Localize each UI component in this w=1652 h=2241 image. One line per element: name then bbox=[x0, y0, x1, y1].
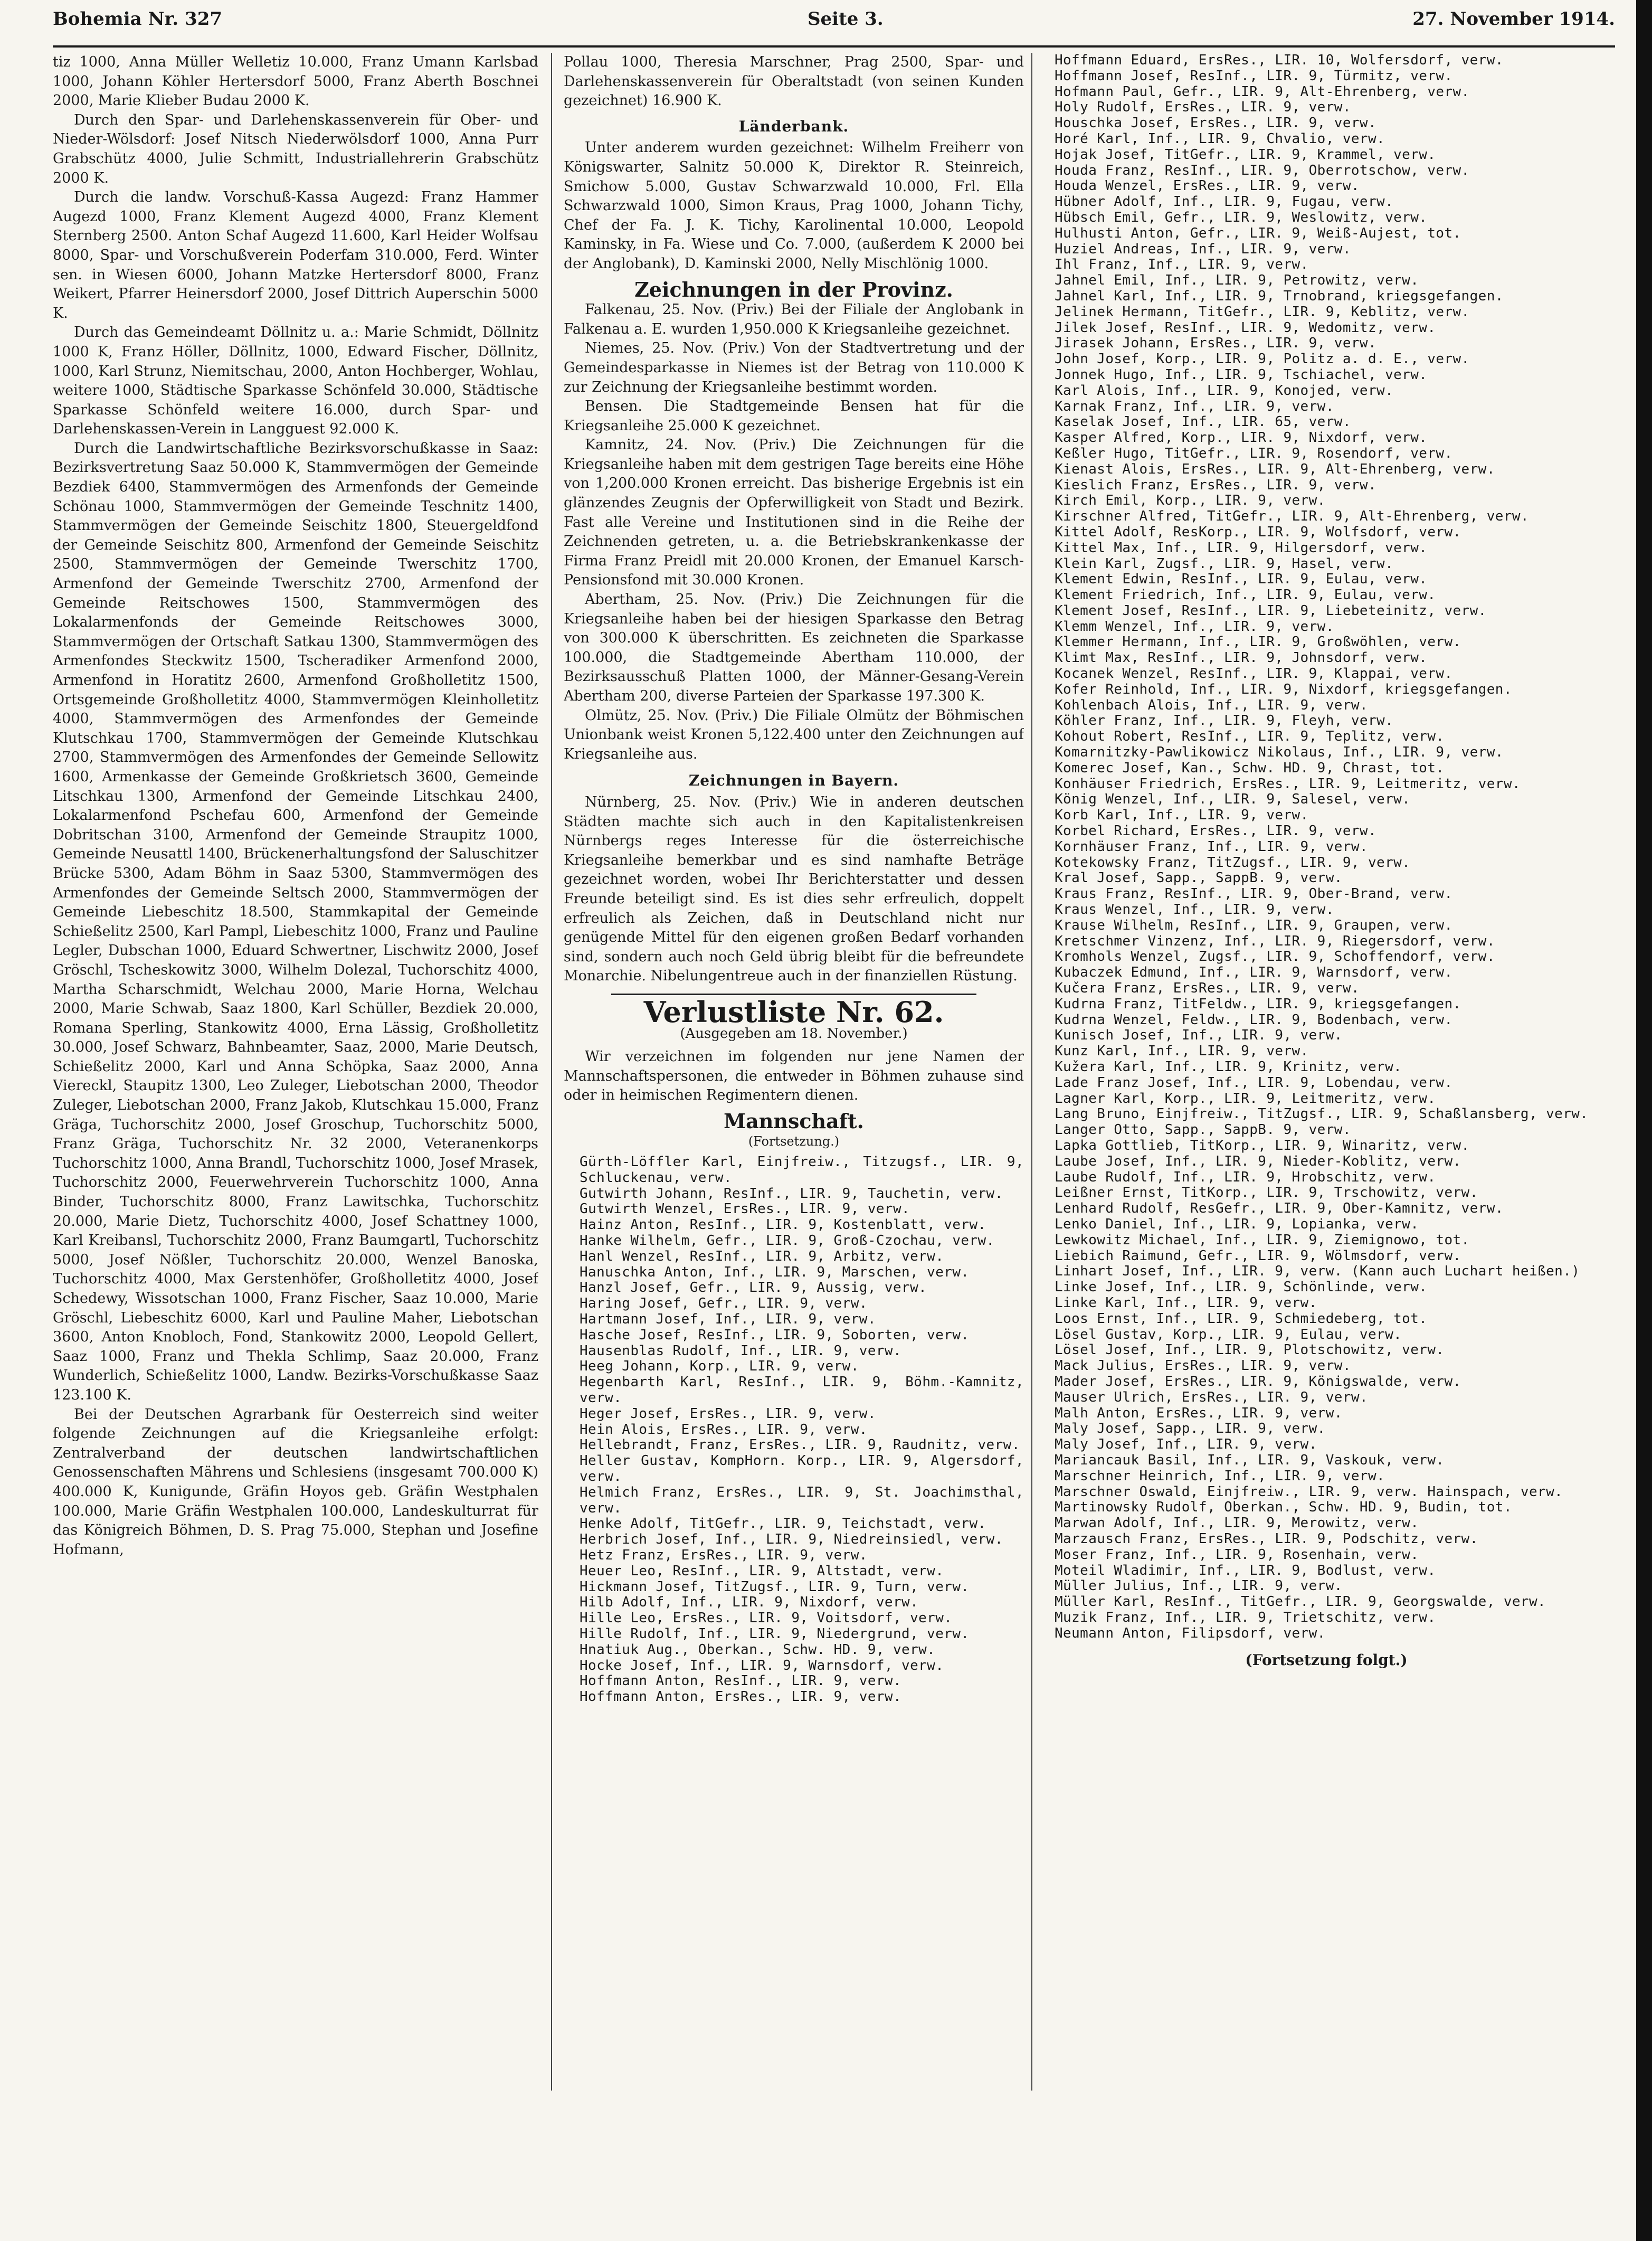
paragraph: Abertham, 25. Nov. (Priv.) Die Zeichnungen für die Kriegsanleihe haben bei der hiesigen Sparkasse den Betrag von 300.000 K überschritten. Es zeichneten die Sparkasse 100.000, die Stadtgemeinde Abertham 110.000, der Bezirksausschuß Platten 1000, der Männer-Gesang-Verein Abertham 200, diverse Parteien der Sparkasse 197.300 K. bbox=[564, 591, 1024, 704]
paragraph: Durch die Landwirtschaftliche Bezirksvorschußkasse in Saaz: Bezirksvertretung Saaz 50.000 K, Stammvermögen der Gemeinde Bezdiek 6400, Stammvermögen des Armenfonds der Gemeinde Schönau 1000, Stammvermögen der Gemeinde Teschnitz 1400, Stammvermögen der Gemeinde Seischitz 1800, Steuergeldfond der Gemeinde Seischitz 800, Armenfond der Gemeinde Seischitz 2500, Stammvermögen der Gemeinde Twerschitz 1700, Armenfond der Gemeinde Twerschitz 2700, Armenfond der Gemeinde Reitschowes 1500, Stammvermögen des Lokalarmenfonds der Gemeinde Reitschowes 3000, Stammvermögen der Ortschaft Satkau 1300, Stammvermögen des Armenfondes Steckwitz 1500, Tscheradiker Armenfond 2000, Armenfond in Horatitz 2600, Armenfond Großholletitz 1500, Ortsgemeinde Großholletitz 4000, Stammvermögen Kleinholletitz 4000, Stammvermögen des Armenfondes der Gemeinde Klutschkau 1700, Stammvermögen der Gemeinde Klutschkau 2700, Stammvermögen des Armenfondes der Gemeinde Sellowitz 1600, Armenkasse der Gemeinde Großkrietsch 3600, Gemeinde Litschkau 1300, Armenfond der Gemeinde Litschkau 2400, Lokalarmenfond Pschefau 600, Armenfond der Gemeinde Dobritschan 3100, Armenfond der Gemeinde Straupitz 1000, Gemeinde Neusattl 1400, Brückenerhaltungsfond der Saluschitzer Brücke 5300, Adam Böhm in Saaz 5300, Stammvermögen des Armenfondes der Gemeinde Seltsch 2000, Stammvermögen der Gemeinde Liebeschitz 18.500, Stammkapital der Gemeinde Schießelitz 2500, Karl Pampl, Liebeschitz 1000, Franz und Pauline Legler, Dubschan 1000, Eduard Schwertner, Lischwitz 2000, Josef Gröschl, Tscheskowitz 3000, Wilhelm Dolezal, Tuchorschitz 4000, Martha Scharschmidt, Welchau 2000, Marie Horna, Welchau 2000, Marie Schwab, Saaz 1800, Karl Schüller, Bezdiek 20.000, Romana Sperling, Stankowitz 4000, Erna Lässig, Großholletitz 30.000, Josef Schwarz, Bahnbeamter, Saaz, 2000, Marie Deutsch, Schießelitz 2000, Karl und Anna Schöpka, Saaz 2000, Anna Viereckl, Staupitz 1300, Leo Zuleger, Liebotschan 2000, Theodor Zuleger, Liebotschan 2000, Franz Jakob, Klutschkau 15.000, Franz Gräga, Tuchorschitz 2000, Josef Groschup, Tuchorschitz 5000, Franz Gräga, Tuchorschitz Nr. 32 2000, Veteranenkorps Tuchorschitz 1000, Anna Brandl, Tuchorschitz 1000, Josef Mrasek, Tuchorschitz 2000, Feuerwehrverein Tuchorschitz 1000, Anna Binder, Tuchorschitz 8000, Franz Lawitschka, Tuchorschitz 20.000, Marie Dietz, Tuchorschitz 4000, Josef Schattney 1000, Karl Kreibansl, Tuchorschitz 2000, Franz Baumgartl, Tuchorschitz 5000, Josef Nößler, Tuchorschitz 20.000, Wenzel Banoska, Tuchorschitz 4000, Max Gerstenhöfer, Großholletitz 4000, Josef Schedewy, Wissotschan 1000, Franz Fischer, Saaz 10.000, Marie Gröschl, Liebeschitz 6000, Karl und Pauline Maher, Liebotschan 3600, Anton Knobloch, Fond, Stankowitz 2000, Leopold Gellert, Saaz 1000, Franz und Thekla Schlimp, Saaz 20.000, Franz Wunderlich, Schießelitz 1000, Landw. Bezirks-Vorschußkasse Saaz 123.100 K. bbox=[53, 440, 538, 1403]
list-item: Klein Karl, Zugsf., LIR. 9, Hasel, verw. bbox=[1055, 555, 1394, 572]
list-item: Loos Ernst, Inf., LIR. 9, Schmiedeberg, tot. bbox=[1055, 1310, 1428, 1327]
list-item: Linke Karl, Inf., LIR. 9, verw. bbox=[1055, 1294, 1317, 1311]
list-item: Hanzl Josef, Gefr., LIR. 9, Aussig, verw. bbox=[580, 1280, 927, 1296]
list-item: Hille Leo, ErsRes., LIR. 9, Voitsdorf, verw. bbox=[580, 1610, 953, 1627]
list-item: Konhäuser Friedrich, ErsRes., LIR. 9, Leitmeritz, verw. bbox=[1055, 776, 1521, 792]
list-item: Langer Otto, Sapp., SappB. 9, verw. bbox=[1055, 1122, 1351, 1138]
list-item: Gutwirth Wenzel, ErsRes., LIR. 9, verw. bbox=[580, 1201, 910, 1217]
page-number: Seite 3. bbox=[808, 8, 884, 30]
list-item: Komerec Josef, Kan., Schw. HD. 9, Chrast, tot. bbox=[1055, 760, 1445, 776]
list-item: Heeg Johann, Korp., LIR. 9, verw. bbox=[580, 1358, 859, 1375]
list-item: Kofer Reinhold, Inf., LIR. 9, Nixdorf, kriegsgefangen. bbox=[1055, 681, 1512, 697]
list-item: Horé Karl, Inf., LIR. 9, Chvalio, verw. bbox=[1055, 130, 1385, 147]
list-item: Kretschmer Vinzenz, Inf., LIR. 9, Riegersdorf, verw. bbox=[1055, 933, 1495, 949]
list-item: Kittel Adolf, ResKorp., LIR. 9, Wolfsdorf, verw. bbox=[1055, 524, 1461, 540]
section-subtitle: (Ausgegeben am 18. November.) bbox=[680, 1025, 908, 1042]
list-item: Marschner Oswald, Einjfreiw., LIR. 9, verw. Hainspach, verw. bbox=[1055, 1483, 1563, 1500]
list-item: Mariancauk Basil, Inf., LIR. 9, Vaskouk, verw. bbox=[1055, 1452, 1445, 1468]
paragraph: Olmütz, 25. Nov. (Priv.) Die Filiale Olmütz der Böhmischen Unionbank weist Kronen 5,122.400 unter den Zeichnungen auf Kriegsanleihe aus. bbox=[564, 707, 1024, 762]
list-item: Hnatiuk Aug., Oberkan., Schw. HD. 9, verw. bbox=[580, 1641, 936, 1658]
list-item: Linhart Josef, Inf., LIR. 9, verw. (Kann auch Luchart heißen.) bbox=[1055, 1263, 1580, 1280]
list-item: Hein Alois, ErsRes., LIR. 9, verw. bbox=[580, 1421, 868, 1438]
list-item: Maly Josef, Sapp., LIR. 9, verw. bbox=[1055, 1421, 1326, 1437]
list-item: Kudrna Wenzel, Feldw., LIR. 9, Bodenbach, verw. bbox=[1055, 1011, 1453, 1028]
list-item: Ihl Franz, Inf., LIR. 9, verw. bbox=[1055, 257, 1309, 273]
list-item: Hanuschka Anton, Inf., LIR. 9, Marschen, verw. bbox=[580, 1264, 970, 1280]
list-item: Lösel Gustav, Korp., LIR. 9, Eulau, verw. bbox=[1055, 1326, 1402, 1342]
list-item: Keßler Hugo, TitGefr., LIR. 9, Rosendorf, verw. bbox=[1055, 445, 1453, 461]
list-item: Hellebrandt, Franz, ErsRes., LIR. 9, Raudnitz, verw. bbox=[580, 1437, 1020, 1453]
column-divider bbox=[1031, 53, 1032, 2091]
paragraph: Durch das Gemeindeamt Döllnitz u. a.: Marie Schmidt, Döllnitz 1000 K, Franz Höller, Döllnitz, 1000, Edward Fischer, Döllnitz, 1000, Karl Strunz, Niemitschau, 2000, Anton Hochberger, Wohlau, weitere 1000, Städtische Sparkasse Schönfeld 30.000, Städtische Sparkasse Schönfeld weitere 16.000, durch Spar- und Darlehenskassen-Verein in Langguest 92.000 K. bbox=[53, 324, 538, 438]
continuation-note: (Fortsetzung folgt.) bbox=[1245, 1651, 1408, 1669]
list-item: Huziel Andreas, Inf., LIR. 9, verw. bbox=[1055, 241, 1351, 257]
list-item: Kraus Franz, ResInf., LIR. 9, Ober-Brand, verw. bbox=[1055, 886, 1453, 902]
list-item: Hojak Josef, TitGefr., LIR. 9, Krammel, verw. bbox=[1055, 146, 1436, 163]
list-item: Korb Karl, Inf., LIR. 9, verw. bbox=[1055, 807, 1309, 824]
list-item: Henke Adolf, TitGefr., LIR. 9, Teichstadt, verw. bbox=[580, 1516, 986, 1532]
list-item: Kieslich Franz, ErsRes., LIR. 9, verw. bbox=[1055, 477, 1377, 493]
list-item: Lagner Karl, Korp., LIR. 9, Leitmeritz, verw. bbox=[1055, 1090, 1436, 1107]
list-item: Jilek Josef, ResInf., LIR. 9, Wedomitz, verw. bbox=[1055, 319, 1436, 336]
paragraph: Kamnitz, 24. Nov. (Priv.) Die Zeichnungen für die Kriegsanleihe haben mit dem gestrigen Tage bereits eine Höhe von 1,200.000 Kronen erreicht. Das bisherige Ergebnis ist ein glänzendes Zeugnis der Opferwilligkeit von Stadt und Bezirk. Fast alle Vereine und Institutionen sind in die Reihe der Zeichnenden getreten, u. a. die Betriebskrankenkasse der Firma Franz Preidl mit 20.000 Kronen, der Emanuel Karsch-Pensionsfond mit 30.000 Kronen. bbox=[564, 437, 1024, 589]
column-2 bbox=[564, 53, 1024, 2207]
list-item: Herbrich Josef, Inf., LIR. 9, Niedreinsiedl, verw. bbox=[580, 1531, 1003, 1548]
list-item: Hainz Anton, ResInf., LIR. 9, Kostenblatt, verw. bbox=[580, 1217, 986, 1233]
list-item: Hille Rudolf, Inf., LIR. 9, Niedergrund, verw. bbox=[580, 1625, 970, 1642]
paragraph: Niemes, 25. Nov. (Priv.) Von der Stadtvertretung und der Gemeindesparkasse in Niemes ist der Betrag von 110.000 K zur Zeichnung der Kriegsanleihe bestimmt worden. bbox=[564, 340, 1024, 395]
subsection-title: Mannschaft. bbox=[724, 1109, 864, 1133]
list-item: Marzausch Franz, ErsRes., LIR. 9, Podschitz, verw. bbox=[1055, 1530, 1478, 1547]
section-title: Verlustliste Nr. 62. bbox=[643, 995, 944, 1029]
list-item: Lang Bruno, Einjfreiw., TitZugsf., LIR. 9, Schaßlansberg, verw. bbox=[1055, 1106, 1589, 1122]
list-item: Klemm Wenzel, Inf., LIR. 9, verw. bbox=[1055, 618, 1334, 635]
header-rule bbox=[53, 45, 1615, 48]
list-item: Klemmer Hermann, Inf., LIR. 9, Großwöhlen, verw. bbox=[1055, 634, 1461, 650]
list-item: Kienast Alois, ErsRes., LIR. 9, Alt-Ehrenberg, verw. bbox=[1055, 461, 1495, 477]
list-item: Kužera Karl, Inf., LIR. 9, Krinitz, verw. bbox=[1055, 1059, 1402, 1075]
list-item: Jahnel Karl, Inf., LIR. 9, Trnobrand, kriegsgefangen. bbox=[1055, 288, 1504, 304]
list-item: Hanke Wilhelm, Gefr., LIR. 9, Groß-Czochau, verw. bbox=[580, 1233, 995, 1249]
list-item: Hegenbarth Karl, ResInf., LIR. 9, Böhm.-Kamnitz, verw. bbox=[580, 1374, 1024, 1406]
list-item: König Wenzel, Inf., LIR. 9, Salesel, verw. bbox=[1055, 791, 1411, 808]
column-divider bbox=[551, 53, 552, 2091]
list-item: Houda Wenzel, ErsRes., LIR. 9, verw. bbox=[1055, 178, 1360, 194]
scan-edge bbox=[1636, 0, 1652, 2241]
list-item: Martinowsky Rudolf, Oberkan., Schw. HD. 9, Budin, tot. bbox=[1055, 1499, 1512, 1516]
list-item: Krause Wilhelm, ResInf., LIR. 9, Graupen, verw. bbox=[1055, 917, 1453, 933]
list-item: Hoffmann Josef, ResInf., LIR. 9, Türmitz, verw. bbox=[1055, 68, 1453, 84]
list-item: Jirasek Johann, ErsRes., LIR. 9, verw. bbox=[1055, 335, 1377, 352]
section-heading: Zeichnungen in Bayern. bbox=[688, 772, 899, 790]
page-header bbox=[53, 8, 1615, 40]
casualty-list bbox=[564, 1155, 1024, 1705]
list-item: Heller Gustav, KompHorn. Korp., LIR. 9, Algersdorf, verw. bbox=[580, 1453, 1024, 1484]
list-item: Heger Josef, ErsRes., LIR. 9, verw. bbox=[580, 1405, 876, 1422]
paragraph: Pollau 1000, Theresia Marschner, Prag 2500, Spar- und Darlehenskassenverein für Oberaltstadt (von seinen Kunden gezeichnet) 16.900 K. bbox=[564, 54, 1024, 109]
list-item: Köhler Franz, Inf., LIR. 9, Fleyh, verw. bbox=[1055, 713, 1394, 729]
paragraph: Nürnberg, 25. Nov. (Priv.) Wie in anderen deutschen Städten machte sich auch in den Kapitalistenkreisen Nürnbergs reges Interesse für die österreichische Kriegsanleihe bemerkbar und es sind namhafte Beträge gezeichnet worden, wobei Ihr Berichterstatter und dessen Freunde beteiligt sind. Es ist dies sehr erfreulich, doppelt erfreulich als Zeichen, daß in Deutschland nicht nur genügende Mittel für den eigenen großen Bedarf vorhanden sind, sondern auch noch Geld übrig bleibt für die befreundete Monarchie. Nibelungentreue auch in der finanziellen Rüstung. bbox=[564, 793, 1024, 985]
list-item: Kohout Robert, ResInf., LIR. 9, Teplitz, verw. bbox=[1055, 729, 1445, 745]
section-heading: Länderbank. bbox=[738, 117, 849, 135]
list-item: Marschner Heinrich, Inf., LIR. 9, verw. bbox=[1055, 1468, 1385, 1484]
list-item: Hasche Josef, ResInf., LIR. 9, Soborten, verw. bbox=[580, 1327, 970, 1343]
list-item: Klimt Max, ResInf., LIR. 9, Johnsdorf, verw. bbox=[1055, 650, 1428, 666]
list-item: Kirschner Alfred, TitGefr., LIR. 9, Alt-Ehrenberg, verw. bbox=[1055, 508, 1529, 525]
list-item: Kunisch Josef, Inf., LIR. 9, verw. bbox=[1055, 1027, 1343, 1044]
list-item: Mauser Ulrich, ErsRes., LIR. 9, verw. bbox=[1055, 1389, 1368, 1405]
list-item: Mack Julius, ErsRes., LIR. 9, verw. bbox=[1055, 1358, 1351, 1374]
list-item: Kraus Wenzel, Inf., LIR. 9, verw. bbox=[1055, 902, 1334, 918]
list-item: Hickmann Josef, TitZugsf., LIR. 9, Turn, verw. bbox=[580, 1578, 970, 1595]
issue-date: 27. November 1914. bbox=[1412, 8, 1615, 30]
list-item: Heuer Leo, ResInf., LIR. 9, Altstadt, verw. bbox=[580, 1563, 944, 1579]
list-item: Lapka Gottlieb, TitKorp., LIR. 9, Winaritz, verw. bbox=[1055, 1137, 1470, 1153]
list-item: Moteil Wladimir, Inf., LIR. 9, Bodlust, verw. bbox=[1055, 1562, 1436, 1578]
list-item: Lösel Josef, Inf., LIR. 9, Plotschowitz, verw. bbox=[1055, 1342, 1445, 1358]
list-item: Jonnek Hugo, Inf., LIR. 9, Tschiachel, verw. bbox=[1055, 366, 1428, 383]
paragraph: Durch den Spar- und Darlehenskassenverein für Ober- und Nieder-Wölsdorf: Josef Nitsch Niederwölsdorf 1000, Anna Purr Grabschütz 4000, Julie Schmitt, Industriallehrerin Grabschütz 2000 K. bbox=[53, 111, 538, 186]
list-item: Kudrna Franz, TitFeldw., LIR. 9, kriegsgefangen. bbox=[1055, 996, 1461, 1012]
list-item: Houda Franz, ResInf., LIR. 9, Oberrotschow, verw. bbox=[1055, 162, 1470, 178]
list-item: Malh Anton, ErsRes., LIR. 9, verw. bbox=[1055, 1405, 1343, 1421]
list-item: Hoffmann Anton, ErsRes., LIR. 9, verw. bbox=[580, 1689, 902, 1705]
subsection-subtitle: (Fortsetzung.) bbox=[748, 1134, 840, 1149]
list-item: Klement Edwin, ResInf., LIR. 9, Eulau, verw. bbox=[1055, 571, 1428, 588]
list-item: Hetz Franz, ErsRes., LIR. 9, verw. bbox=[580, 1547, 868, 1563]
list-item: Neumann Anton, Filipsdorf, verw. bbox=[1055, 1625, 1326, 1641]
list-item: Hilb Adolf, Inf., LIR. 9, Nixdorf, verw. bbox=[580, 1594, 919, 1611]
issue-number: Bohemia Nr. 327 bbox=[53, 8, 223, 30]
list-item: Kral Josef, Sapp., SappB. 9, verw. bbox=[1055, 870, 1343, 886]
paragraph: tiz 1000, Anna Müller Welletiz 10.000, Franz Umann Karlsbad 1000, Johann Köhler Hertersdorf 5000, Franz Aberth Boschnei 2000, Marie Klieber Budau 2000 K. bbox=[53, 54, 538, 109]
list-item: Lenhard Rudolf, ResGefr., LIR. 9, Ober-Kamnitz, verw. bbox=[1055, 1200, 1504, 1217]
paragraph: Bei der Deutschen Agrarbank für Oesterreich sind weiter folgende Zeichnungen auf die Kriegsanleihe erfolgt: Zentralverband der deutschen landwirtschaftlichen Genossenschaften Mährens und Schlesiens (insgesamt 700.000 K) 400.000 K, Kunigunde, Gräfin Hoyos geb. Gräfin Westphalen 100.000, Marie Gräfin Westphalen 100.000, Landeskulturrat für das Königreich Böhmen, D. S. Prag 75.000, Stephan und Josefine Hofmann, bbox=[53, 1406, 538, 1558]
list-item: Hübner Adolf, Inf., LIR. 9, Fugau, verw. bbox=[1055, 194, 1394, 210]
paragraph: Wir verzeichnen im folgenden nur jene Namen der Mannschaftspersonen, die entweder in Böhmen zuhause sind oder in heimischen Regimentern dienen. bbox=[564, 1048, 1024, 1104]
list-item: Kirch Emil, Korp., LIR. 9, verw. bbox=[1055, 493, 1326, 509]
paragraph: Bensen. Die Stadtgemeinde Bensen hat für die Kriegsanleihe 25.000 K gezeichnet. bbox=[564, 398, 1024, 434]
list-item: Kotekowsky Franz, TitZugsf., LIR. 9, verw. bbox=[1055, 854, 1411, 871]
list-item: Hocke Josef, Inf., LIR. 9, Warnsdorf, verw. bbox=[580, 1657, 944, 1673]
list-item: Lenko Daniel, Inf., LIR. 9, Lopianka, verw. bbox=[1055, 1216, 1419, 1232]
list-item: Mader Josef, ErsRes., LIR. 9, Königswalde, verw. bbox=[1055, 1373, 1461, 1389]
list-item: Moser Franz, Inf., LIR. 9, Rosenhain, verw. bbox=[1055, 1546, 1419, 1563]
list-item: Leißner Ernst, TitKorp., LIR. 9, Trschowitz, verw. bbox=[1055, 1185, 1478, 1201]
list-item: Marwan Adolf, Inf., LIR. 9, Merowitz, verw. bbox=[1055, 1515, 1419, 1531]
column-1 bbox=[53, 53, 538, 2207]
list-item: Lade Franz Josef, Inf., LIR. 9, Lobendau, verw. bbox=[1055, 1074, 1453, 1091]
paragraph: Durch die landw. Vorschuß-Kassa Augezd: Franz Hammer Augezd 1000, Franz Klement Augezd 4000, Franz Klement Sternberg 2500. Anton Schaf Augezd 11.600, Karl Heider Wolfsau 8000, Spar- und Vorschußverein Poderfam 310.000, Ferd. Winter sen. in Wiesen 6000, Johann Matzke Hertersdorf 8000, Franz Weikert, Pfarrer Heinersdorf 2000, Josef Dittrich Auperschin 5000 K. bbox=[53, 189, 538, 322]
list-item: Kunz Karl, Inf., LIR. 9, verw. bbox=[1055, 1043, 1309, 1060]
casualty-list bbox=[1039, 53, 1614, 1641]
column-3 bbox=[1039, 53, 1614, 2207]
list-item: Laube Josef, Inf., LIR. 9, Nieder-Koblitz, verw. bbox=[1055, 1153, 1461, 1169]
list-item: Karl Alois, Inf., LIR. 9, Konojed, verw. bbox=[1055, 382, 1394, 399]
list-item: Kaselak Josef, Inf., LIR. 65, verw. bbox=[1055, 414, 1351, 430]
list-item: Hoffmann Anton, ResInf., LIR. 9, verw. bbox=[580, 1673, 902, 1689]
list-item: Korbel Richard, ErsRes., LIR. 9, verw. bbox=[1055, 823, 1377, 839]
list-item: Maly Josef, Inf., LIR. 9, verw. bbox=[1055, 1436, 1317, 1453]
list-item: Liebich Raimund, Gefr., LIR. 9, Wölmsdorf, verw. bbox=[1055, 1247, 1461, 1264]
list-item: Klement Josef, ResInf., LIR. 9, Liebeteinitz, verw. bbox=[1055, 602, 1487, 619]
list-item: John Josef, Korp., LIR. 9, Politz a. d. E., verw. bbox=[1055, 351, 1470, 367]
list-item: Komarnitzky-Pawlikowicz Nikolaus, Inf., LIR. 9, verw. bbox=[1055, 744, 1504, 761]
list-item: Hulhusti Anton, Gefr., LIR. 9, Weiß-Aujest, tot. bbox=[1055, 225, 1461, 241]
list-item: Hübsch Emil, Gefr., LIR. 9, Weslowitz, verw. bbox=[1055, 209, 1428, 225]
list-item: Jahnel Emil, Inf., LIR. 9, Petrowitz, verw. bbox=[1055, 272, 1419, 289]
list-item: Holy Rudolf, ErsRes., LIR. 9, verw. bbox=[1055, 99, 1351, 116]
list-item: Kocanek Wenzel, ResInf., LIR. 9, Klappai, verw. bbox=[1055, 666, 1453, 682]
list-item: Gürth-Löffler Karl, Einjfreiw., Titzugsf., LIR. 9, Schluckenau, verw. bbox=[580, 1154, 1024, 1186]
list-item: Hausenblas Rudolf, Inf., LIR. 9, verw. bbox=[580, 1342, 902, 1359]
list-item: Karnak Franz, Inf., LIR. 9, verw. bbox=[1055, 398, 1334, 414]
list-item: Helmich Franz, ErsRes., LIR. 9, St. Joachimsthal, verw. bbox=[580, 1484, 1024, 1516]
list-item: Kittel Max, Inf., LIR. 9, Hilgersdorf, verw. bbox=[1055, 540, 1428, 556]
list-item: Kohlenbach Alois, Inf., LIR. 9, verw. bbox=[1055, 697, 1368, 713]
list-item: Müller Karl, ResInf., TitGefr., LIR. 9, Georgswalde, verw. bbox=[1055, 1594, 1546, 1610]
list-item: Lewkowitz Michael, Inf., LIR. 9, Ziemignowo, tot. bbox=[1055, 1232, 1470, 1248]
paragraph: Unter anderem wurden gezeichnet: Wilhelm Freiherr von Königswarter, Salnitz 50.000 K, Direktor R. Steinreich, Smichow 5.000, Gustav Schwarzwald 10.000, Frl. Ella Schwarzwald 1000, Simon Kraus, Prag 1000, Johann Tichy, Chef der Fa. J. K. Tichy, Karolinental 10.000, Leopold Kaminsky, in Fa. Wiese und Co. 7.000, (außerdem K 2000 bei der Anglobank), D. Kaminski 2000, Nelly Mischlönig 1000. bbox=[564, 139, 1024, 272]
list-item: Muzik Franz, Inf., LIR. 9, Trietschitz, verw. bbox=[1055, 1609, 1436, 1625]
list-item: Müller Julius, Inf., LIR. 9, verw. bbox=[1055, 1578, 1343, 1594]
list-item: Kasper Alfred, Korp., LIR. 9, Nixdorf, verw. bbox=[1055, 430, 1428, 446]
list-item: Hofmann Paul, Gefr., LIR. 9, Alt-Ehrenberg, verw. bbox=[1055, 83, 1470, 100]
list-item: Kučera Franz, ErsRes., LIR. 9, verw. bbox=[1055, 980, 1360, 997]
list-item: Houschka Josef, ErsRes., LIR. 9, verw. bbox=[1055, 115, 1377, 131]
list-item: Klement Friedrich, Inf., LIR. 9, Eulau, verw. bbox=[1055, 587, 1436, 603]
list-item: Hanl Wenzel, ResInf., LIR. 9, Arbitz, verw. bbox=[580, 1248, 944, 1264]
list-item: Kromhols Wenzel, Zugsf., LIR. 9, Schoffendorf, verw. bbox=[1055, 949, 1495, 965]
list-item: Hartmann Josef, Inf., LIR. 9, verw. bbox=[580, 1311, 876, 1328]
list-item: Haring Josef, Gefr., LIR. 9, verw. bbox=[580, 1296, 868, 1312]
list-item: Kubaczek Edmund, Inf., LIR. 9, Warnsdorf, verw. bbox=[1055, 965, 1453, 981]
section-heading: Zeichnungen in der Provinz. bbox=[634, 277, 953, 301]
list-item: Laube Rudolf, Inf., LIR. 9, Hrobschitz, verw. bbox=[1055, 1169, 1436, 1185]
list-item: Gutwirth Johann, ResInf., LIR. 9, Tauchetin, verw. bbox=[580, 1185, 1003, 1202]
list-item: Hoffmann Eduard, ErsRes., LIR. 10, Wolfersdorf, verw. bbox=[1055, 53, 1504, 68]
list-item: Linke Josef, Inf., LIR. 9, Schönlinde, verw. bbox=[1055, 1279, 1428, 1296]
list-item: Kornhäuser Franz, Inf., LIR. 9, verw. bbox=[1055, 838, 1368, 855]
list-item: Jelinek Hermann, TitGefr., LIR. 9, Keblitz, verw. bbox=[1055, 304, 1470, 320]
paragraph: Falkenau, 25. Nov. (Priv.) Bei der Filiale der Anglobank in Falkenau a. E. wurden 1,950.000 K Kriegsanleihe gezeichnet. bbox=[564, 301, 1024, 337]
